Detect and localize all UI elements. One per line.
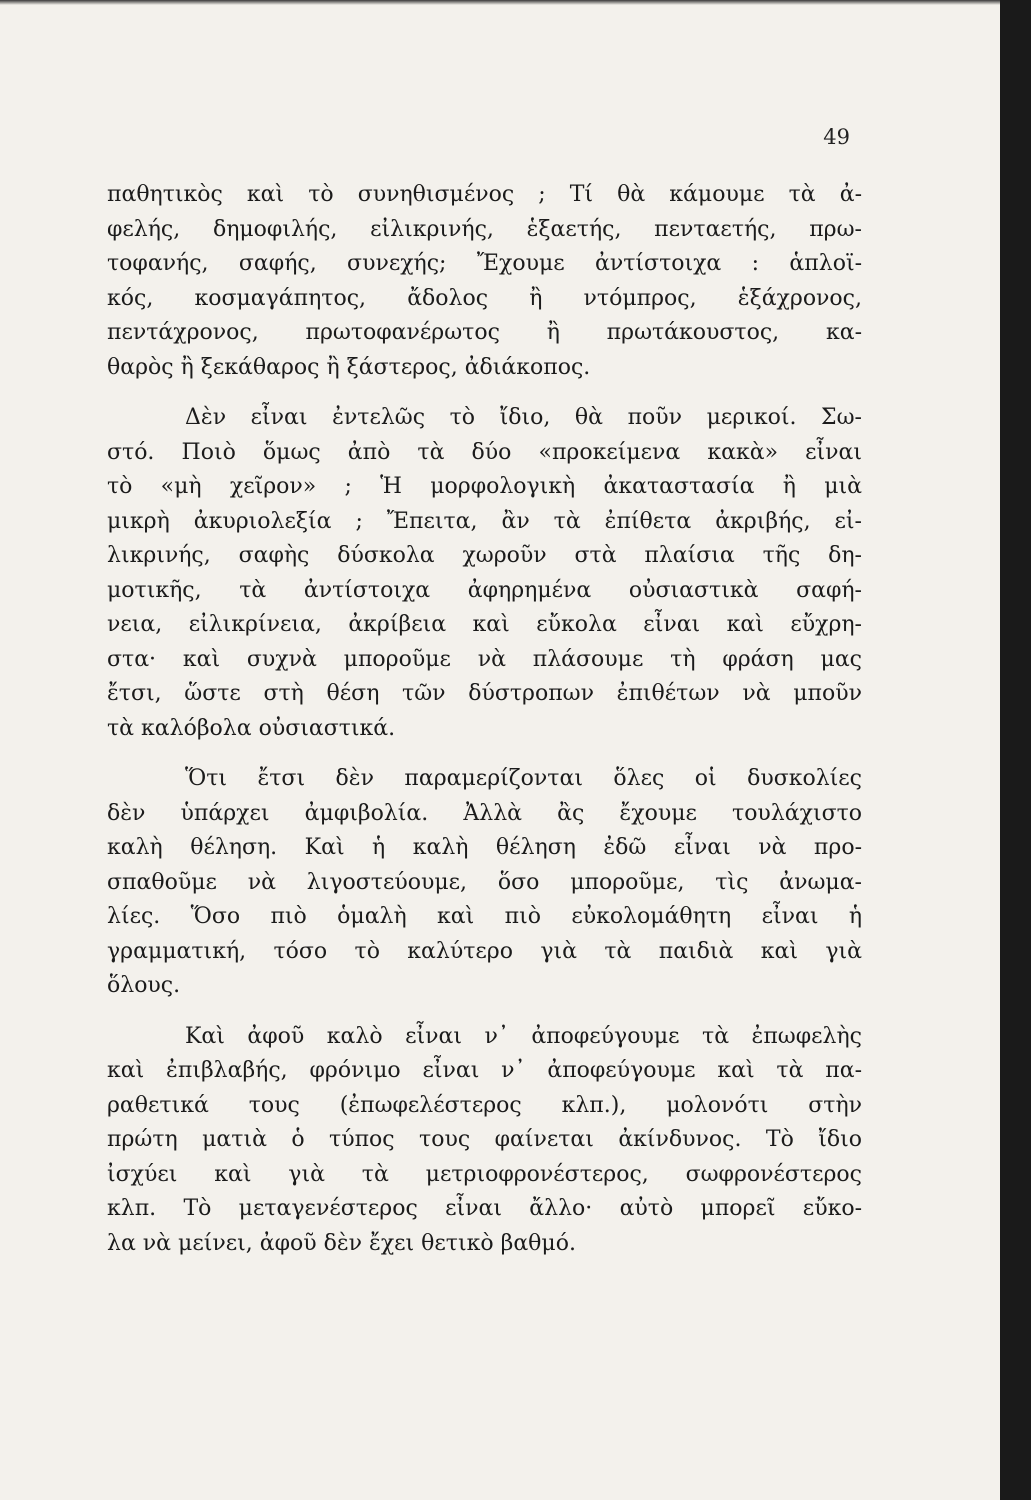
paragraph-gap: [107, 746, 862, 762]
text-line: ὅλους.: [107, 973, 181, 998]
text-line: κός, κοσμαγάπητος, ἄδολος ἢ ντόμπρος, ἑξάχρονος,: [107, 285, 862, 311]
text-line: μικρὴ ἀκυριολεξία ; Ἔπειτα, ἂν τὰ ἐπίθετα ἀκριβής, εἰ-: [107, 508, 862, 534]
text-line: τοφανής, σαφής, συνεχής; Ἔχουμε ἀντίστοιχα : ἁπλοϊ-: [107, 251, 862, 276]
page-number: 49: [823, 125, 850, 149]
text-line: φελής, δημοφιλής, εἰλικρινής, ἑξαετής, πενταετής, πρω-: [107, 216, 862, 242]
text-line: τὸ «μὴ χεῖρον» ; Ἡ μορφολογικὴ ἀκαταστασία ἢ μιὰ: [107, 474, 862, 499]
paragraph-2: [107, 401, 862, 746]
text-line: Ὅτι ἔτσι δὲν παραμερίζονται ὅλες οἱ δυσκολίες: [185, 766, 862, 791]
text-line: ραθετικά τους (ἐπωφελέστερος κλπ.), μολονότι στὴν: [107, 1092, 862, 1118]
text-line: μοτικῆς, τὰ ἀντίστοιχα ἀφηρημένα οὐσιαστικὰ σαφή-: [107, 577, 862, 603]
text-line: λα νὰ μείνει, ἀφοῦ δὲν ἔχει θετικὸ βαθμό.: [107, 1230, 576, 1256]
body-text: [107, 178, 862, 1261]
text-line: Καὶ ἀφοῦ καλὸ εἶναι ν᾽ ἀποφεύγουμε τὰ ἐπωφελὴς: [185, 1023, 862, 1049]
text-line: ἰσχύει καὶ γιὰ τὰ μετριοφρονέστερος, σωφρονέστερος: [107, 1161, 862, 1187]
text-line: τὰ καλόβολα οὐσιαστικά.: [107, 715, 396, 741]
text-line: νεια, εἰλικρίνεια, ἀκρίβεια καὶ εὔκολα εἶναι καὶ εὔχρη-: [107, 612, 862, 637]
text-line: στό. Ποιὸ ὅμως ἀπὸ τὰ δύο «προκείμενα κακὰ» εἶναι: [107, 439, 862, 465]
text-line: δὲν ὑπάρχει ἀμφιβολία. Ἀλλὰ ἂς ἔχουμε τουλάχιστο: [107, 800, 862, 826]
text-line: παθητικὸς καὶ τὸ συνηθισμένος ; Τί θὰ κάμουμε τὰ ἀ-: [107, 182, 862, 207]
text-line: πεντάχρονος, πρωτοφανέρωτος ἢ πρωτάκουστος, κα-: [107, 320, 862, 345]
text-line: λικρινής, σαφὴς δύσκολα χωροῦν στὰ πλαίσια τῆς δη-: [107, 543, 862, 568]
text-line: ἔτσι, ὥστε στὴ θέση τῶν δύστροπων ἐπιθέτων νὰ μποῦν: [107, 681, 862, 706]
paragraph-gap: [107, 385, 862, 401]
text-line: πρώτη ματιὰ ὁ τύπος τους φαίνεται ἀκίνδυνος. Τὸ ἴδιο: [107, 1127, 862, 1152]
text-line: καλὴ θέληση. Καὶ ἡ καλὴ θέληση ἐδῶ εἶναι νὰ προ-: [107, 835, 862, 860]
text-line: σπαθοῦμε νὰ λιγοστεύουμε, ὅσο μποροῦμε, τὶς ἀνωμα-: [107, 869, 862, 895]
text-line: στα· καὶ συχνὰ μποροῦμε νὰ πλάσουμε τὴ φράση μας: [107, 646, 862, 672]
text-line: Δὲν εἶναι ἐντελῶς τὸ ἴδιο, θὰ ποῦν μερικοί. Σω-: [185, 405, 862, 430]
text-line: κλπ. Τὸ μεταγενέστερος εἶναι ἄλλο· αὐτὸ μπορεῖ εὔκο-: [107, 1196, 862, 1221]
paragraph-gap: [107, 1004, 862, 1020]
paragraph-4: [107, 1020, 862, 1262]
text-line: καὶ ἐπιβλαβής, φρόνιμο εἶναι ν᾽ ἀποφεύγουμε καὶ τὰ πα-: [107, 1058, 862, 1083]
paragraph-3: [107, 762, 862, 1004]
text-line: λίες. Ὅσο πιὸ ὁμαλὴ καὶ πιὸ εὐκολομάθητη εἶναι ἡ: [107, 904, 862, 929]
paragraph-1: [107, 178, 862, 385]
text-line: γραμματική, τόσο τὸ καλύτερο γιὰ τὰ παιδιὰ καὶ γιὰ: [107, 938, 862, 964]
text-line: θαρὸς ἢ ξεκάθαρος ἢ ξάστερος, ἀδιάκοπος.: [107, 354, 591, 380]
page-top-shadow: [0, 0, 1000, 5]
